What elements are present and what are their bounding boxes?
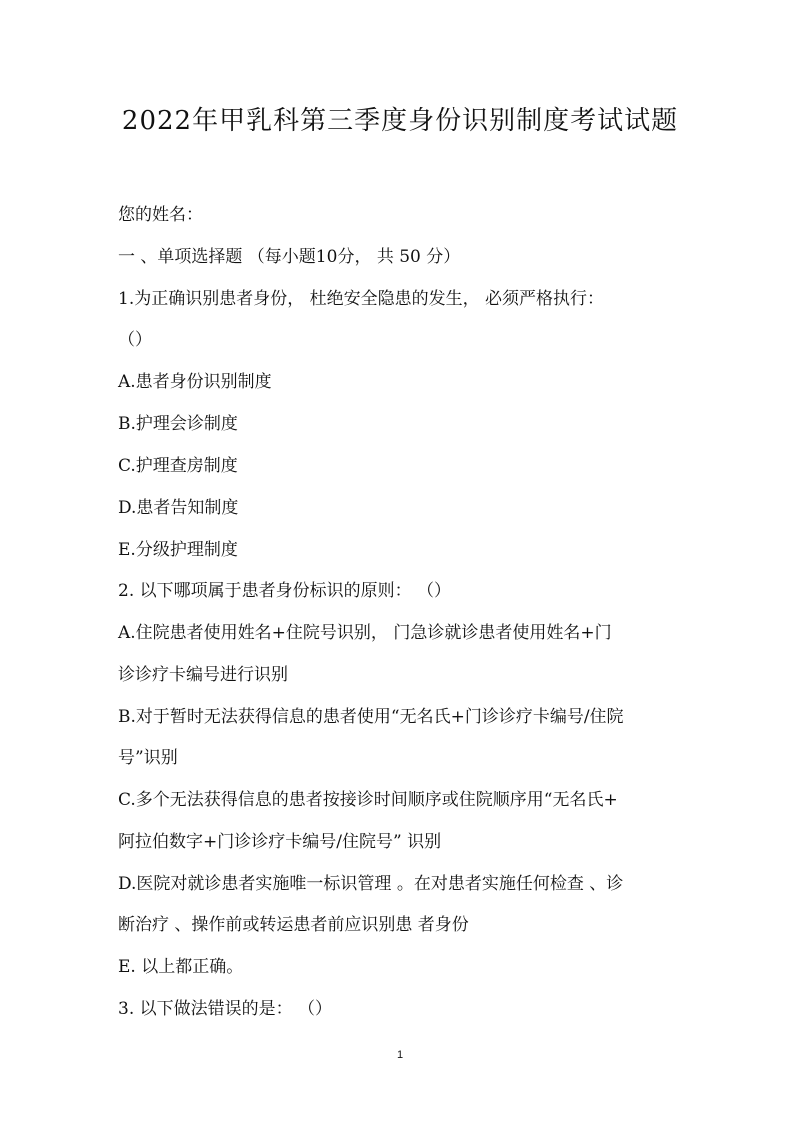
question-1-option-d: D.患者告知制度 — [118, 498, 239, 518]
page-number: 1 — [396, 1049, 404, 1061]
question-1-stem: 1.为正确识别患者身份， 杜绝安全隐患的发生， 必须严格执行： — [118, 289, 605, 309]
question-1-option-b: B.护理会诊制度 — [118, 414, 238, 434]
question-1-option-a: A.患者身份识别制度 — [118, 372, 272, 392]
name-label: 您的姓名： — [118, 205, 203, 225]
question-2-option-a-line2: 诊诊疗卡编号进行识别 — [118, 665, 288, 685]
question-1-option-c: C.护理查房制度 — [118, 456, 238, 476]
question-2-option-c-line2: 阿拉伯数字+门诊诊疗卡编号/住院号” 识别 — [118, 832, 442, 852]
question-2-option-b-line2: 号”识别 — [118, 748, 178, 768]
question-2-option-a-line1: A.住院患者使用姓名+住院号识别， 门急诊就诊患者使用姓名+门 — [118, 623, 612, 643]
question-1-option-e: E.分级护理制度 — [118, 540, 238, 560]
question-2-option-e: E. 以上都正确。 — [118, 957, 244, 977]
question-2-option-d-line2: 断治疗 、操作前或转运患者前应识别患 者身份 — [118, 915, 469, 935]
question-2-option-c-line1: C.多个无法获得信息的患者按接诊时间顺序或住院顺序用“无名氏+ — [118, 790, 618, 810]
question-2-option-d-line1: D.医院对就诊患者实施唯一标识管理 。在对患者实施任何检查 、诊 — [118, 874, 624, 894]
section-heading: 一 、单项选择题 （每小题10分， 共 50 分） — [118, 247, 461, 267]
question-2-stem: 2. 以下哪项属于患者身份标识的原则： （） — [118, 581, 452, 601]
question-1-stem-blank: （） — [118, 330, 152, 350]
page-title: 2022年甲乳科第三季度身份识别制度考试试题 — [121, 106, 679, 136]
question-2-option-b-line1: B.对于暂时无法获得信息的患者使用“无名氏+门诊诊疗卡编号/住院 — [118, 707, 624, 727]
question-3-stem: 3. 以下做法错误的是： （） — [118, 999, 333, 1019]
